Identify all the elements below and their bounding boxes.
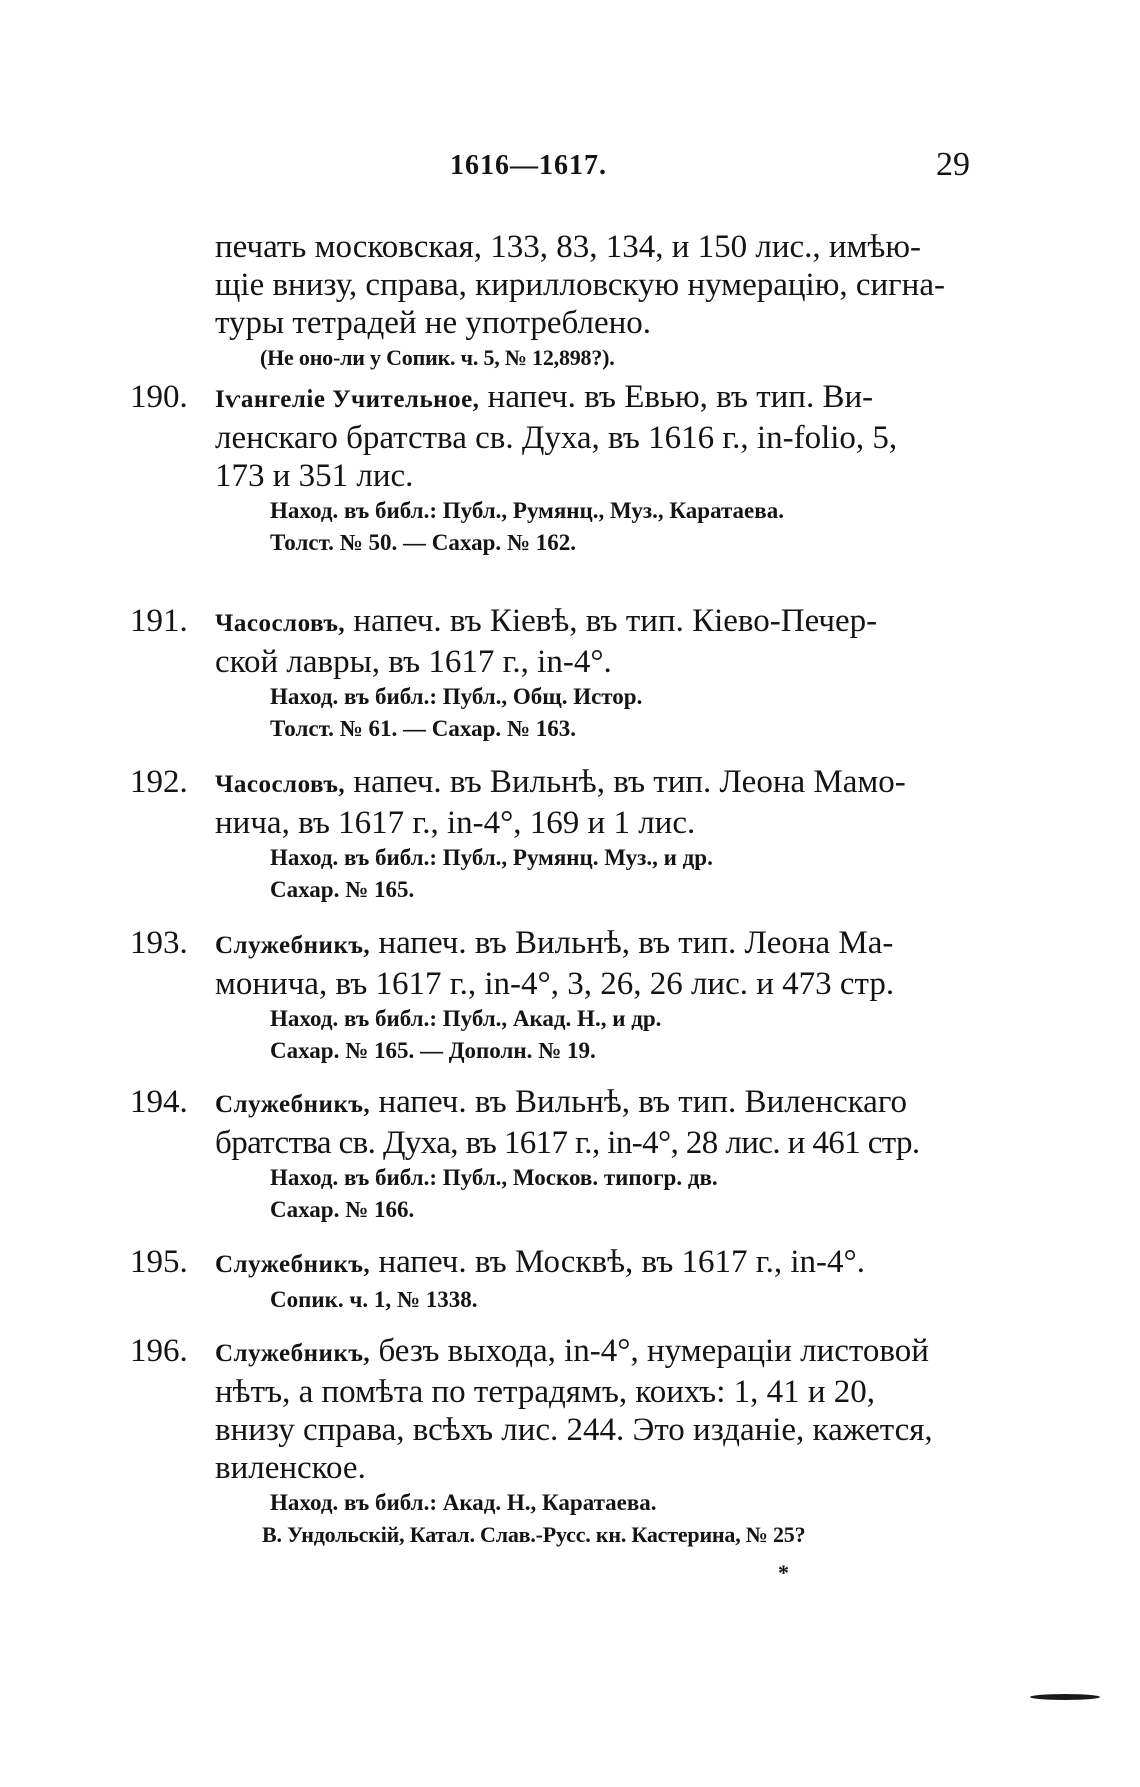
entry-number: 193. [130,925,188,961]
page-header [215,146,970,190]
entry-195 [130,1243,970,1316]
entry-note: Наход. въ библ.: Публ., Акад. Н., и др. [270,1006,662,1031]
running-head-years: 1616—1617. [450,150,607,181]
intro-paragraph [130,228,970,374]
entry-title: Служебникъ, [215,932,371,959]
entry-text: напеч. въ Кіевѣ, въ тип. Кіево-Печер- [353,603,878,639]
entry-note: Наход. въ библ.: Публ., Румянц. Муз., и др. [270,845,713,870]
text-line: печать московская, 133, 83, 134, и 150 лис., имѣю- [215,229,921,265]
entry-text: ской лавры, въ 1617 г., in-4°. [215,644,612,680]
entry-note: Сахар. № 166. [270,1197,415,1222]
entry-text: напеч. въ Евью, въ тип. Ви- [487,379,874,415]
entry-text: монича, въ 1617 г., in-4°, 3, 26, 26 лис. и 473 стр. [215,966,895,1002]
entry-number: 191. [130,603,188,639]
entry-title: Служебникъ, [215,1091,371,1118]
entry-title: Часословъ, [215,771,346,798]
page-number: 29 [936,146,970,183]
entry-text: напеч. въ Вильнѣ, въ тип. Леона Мамо- [353,764,906,800]
entry-note: Наход. въ библ.: Публ., Румянц., Муз., Каратаева. [270,498,784,523]
entry-title: Служебникъ, [215,1340,371,1367]
entry-text: нича, въ 1617 г., in-4°, 169 и 1 лис. [215,805,696,841]
entry-194 [130,1083,970,1226]
text-line: щіе внизу, справа, кирилловскую нумерацію, сигна- [215,267,945,303]
entry-note: В. Ундольскій, Катал. Слав.-Русс. кн. Кастерина, № 25? [262,1522,806,1547]
entry-193 [130,924,970,1067]
intro-note: (Не оно-ли у Сопик. ч. 5, № 12,898?). [260,345,615,370]
entry-190 [130,378,970,559]
entry-title: Служебникъ, [215,1251,371,1278]
entry-note: Наход. въ библ.: Акад. Н., Каратаева. [270,1490,657,1515]
entry-number: 192. [130,764,188,800]
entry-196 [130,1332,970,1551]
entry-text: внизу справа, всѣхъ лис. 244. Это изданіе, кажется, [215,1412,933,1448]
entry-title: Часословъ, [215,610,346,637]
entry-191 [130,602,970,745]
entry-note: Сахар. № 165. — Дополн. № 19. [270,1038,596,1063]
entry-192 [130,763,970,906]
entry-number: 195. [130,1244,188,1280]
entry-title: Іѵангеліе Учительное, [215,386,480,413]
entry-number: 194. [130,1084,188,1120]
entry-text: нѣтъ, а помѣта по тетрадямъ, коихъ: 1, 41 и 20, [215,1374,876,1410]
entry-note: Толст. № 61. — Сахар. № 163. [270,716,577,741]
entry-note: Наход. въ библ.: Публ., Москов. типогр. дв. [270,1165,718,1190]
entry-note: Сахар. № 165. [270,877,415,902]
entry-number: 196. [130,1333,188,1369]
entry-note: Наход. въ библ.: Публ., Общ. Истор. [270,684,643,709]
entry-number: 190. [130,379,188,415]
entry-text: безъ выхода, in-4°, нумераціи листовой [378,1333,929,1369]
entry-text: напеч. въ Вильнѣ, въ тип. Виленскаго [378,1084,908,1120]
entry-text: братства св. Духа, въ 1617 г., in-4°, 28 лис. и 461 стр. [215,1125,920,1161]
ink-smudge [1030,1694,1100,1700]
entry-note: Сопик. ч. 1, № 1338. [270,1287,478,1312]
entry-text: ленскаго братства св. Духа, въ 1616 г., in-folio, 5, [215,420,898,456]
entry-text: 173 и 351 лис. [215,458,414,494]
entry-text: напеч. въ Вильнѣ, въ тип. Леона Ма- [378,925,894,961]
text-line: туры тетрадей не употреблено. [215,305,652,341]
entry-text: напеч. въ Москвѣ, въ 1617 г., in-4°. [378,1244,865,1280]
entry-text: виленское. [215,1450,366,1486]
entry-note: Толст. № 50. — Сахар. № 162. [270,530,577,555]
asterisk-mark: * [778,1560,789,1585]
